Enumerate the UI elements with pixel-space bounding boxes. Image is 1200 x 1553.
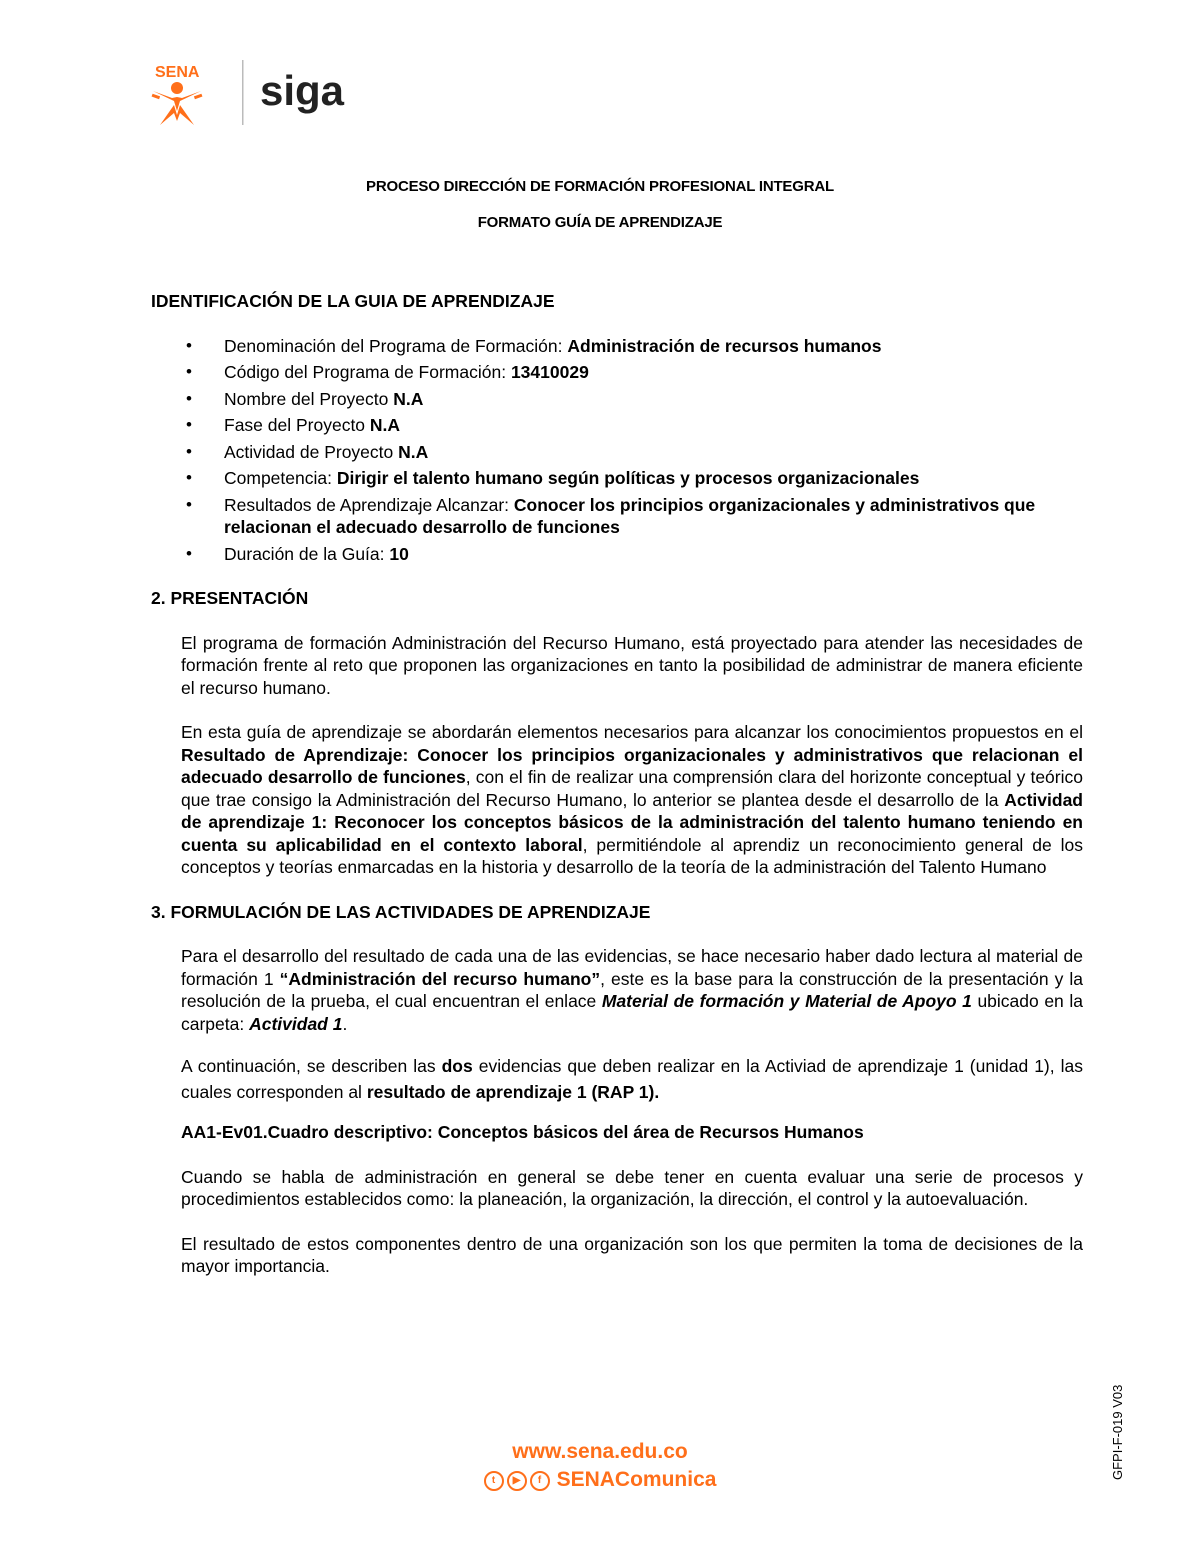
document-code: GFPI-F-019 V03 xyxy=(1110,1384,1125,1480)
section-presentacion-title: 2. PRESENTACIÓN xyxy=(151,588,309,608)
social-icons xyxy=(484,1468,553,1492)
presentacion-paragraph-2: En esta guía de aprendizaje se abordarán elementos necesarios para alcanzar los conocimientos propuestos en el Resultado de Aprendizaje: Conocer los principios organizacionales y administrativos que relacionan el adecuado desarrollo de funciones, con el fin de realizar una comprensión clara del horizonte conceptual y teórico que trae consigo la Administración del Recurso Humano, lo anterior se plantea desde el desarrollo de la Actividad de aprendizaje 1: Reconocer los conceptos básicos de la administración del talento humano teniendo en cuenta su aplicabilidad en el contexto laboral, permitiéndole al aprendiz un reconocimiento general de los conceptos y teorías enmarcadas en la historia y desarrollo de la teoría de la administración del Talento Humano xyxy=(181,722,1083,877)
section-identificacion-title: IDENTIFICACIÓN DE LA GUIA DE APRENDIZAJE xyxy=(151,291,555,311)
list-item: • Actividad de Proyecto N.A xyxy=(224,441,1083,464)
identificacion-list xyxy=(151,335,1083,566)
sena-siga-logo xyxy=(150,55,390,130)
formulacion-paragraph-1: Para el desarrollo del resultado de cada una de las evidencias, se hace necesario haber dado lectura al material de formación 1 “Administración del recurso humano”, este es la base para la construcción de la presentación y la resolución de la prueba, el cual encuentran el enlace Material de formación y Material de Apoyo 1 ubicado en la carpeta: Actividad 1. xyxy=(181,946,1083,1034)
formulacion-paragraph-2: A continuación, se describen las dos evidencias que deben realizar en la Activiad de aprendizaje 1 (unidad 1), las cuales corresponden al resultado de aprendizaje 1 (RAP 1). xyxy=(181,1056,1083,1102)
list-item: • Duración de la Guía: 10 xyxy=(224,543,1083,566)
sena-logo-text: SENA xyxy=(155,64,200,81)
presentacion-paragraph-1: El programa de formación Administración del Recurso Humano, está proyectado para atender las necesidades de formación frente al reto que proponen las organizaciones en tanto la posibilidad de administrar de manera eficiente el recurso humano. xyxy=(181,632,1083,698)
footer-website: www.sena.edu.co xyxy=(512,1440,688,1463)
list-item: • Competencia: Dirigir el talento humano según políticas y procesos organizacionales xyxy=(224,467,1083,490)
logo-divider xyxy=(242,60,244,125)
twitter-icon: t xyxy=(484,1471,504,1491)
list-item: • Nombre del Proyecto N.A xyxy=(224,388,1083,411)
evidence-subtitle: AA1-Ev01.Cuadro descriptivo: Conceptos básicos del área de Recursos Humanos xyxy=(181,1122,864,1142)
section-formulacion-title: 3. FORMULACIÓN DE LAS ACTIVIDADES DE APRENDIZAJE xyxy=(151,901,651,922)
sena-logo-figure xyxy=(152,82,203,125)
list-item: • Código del Programa de Formación: 13410029 xyxy=(224,361,1083,384)
youtube-icon: ▶ xyxy=(507,1471,527,1491)
formulacion-paragraph-4: El resultado de estos componentes dentro de una organización son los que permiten la toma de decisiones de la mayor importancia. xyxy=(181,1233,1083,1276)
siga-logo-text: siga xyxy=(260,67,345,114)
list-item: • Fase del Proyecto N.A xyxy=(224,414,1083,437)
footer-social-handle: SENAComunica xyxy=(556,1468,717,1491)
footer-social xyxy=(0,1468,1200,1492)
facebook-icon: f xyxy=(530,1471,550,1491)
header-format-title: FORMATO GUÍA DE APRENDIZAJE xyxy=(477,214,723,231)
list-item: • Resultados de Aprendizaje Alcanzar: Conocer los principios organizacionales y administrativos que relacionan el adecuado desarrollo de funciones xyxy=(224,494,1083,539)
formulacion-paragraph-3: Cuando se habla de administración en general se debe tener en cuenta evaluar una serie de procesos y procedimientos establecidos como: la planeación, la organización, la dirección, el control y la autoevaluación. xyxy=(181,1166,1083,1209)
list-item: • Denominación del Programa de Formación: Administración de recursos humanos xyxy=(224,335,1083,358)
header-process-title: PROCESO DIRECCIÓN DE FORMACIÓN PROFESIONAL INTEGRAL xyxy=(366,178,834,195)
document-body xyxy=(151,290,1083,1278)
